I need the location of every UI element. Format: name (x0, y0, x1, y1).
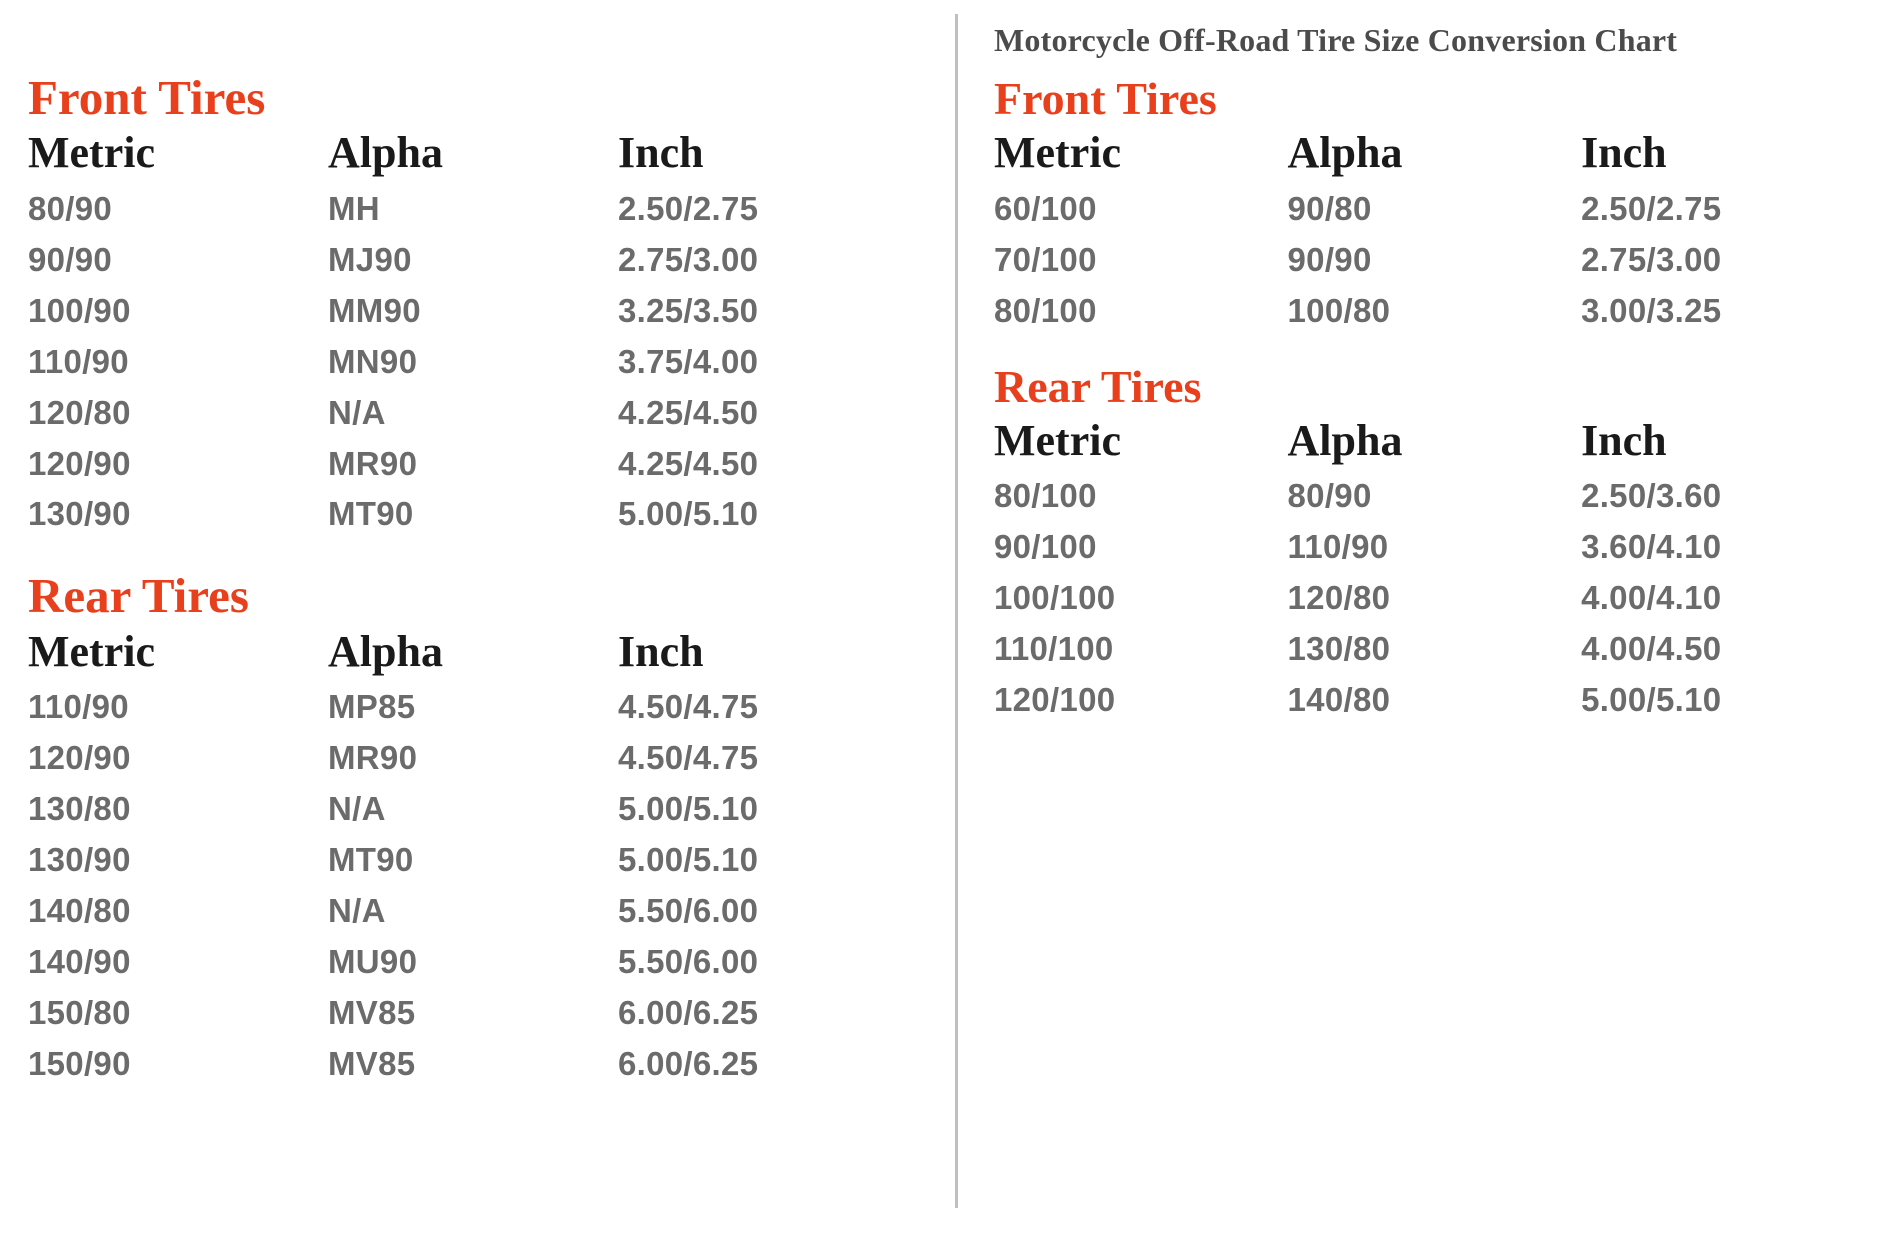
left-rear-tires-table (28, 626, 858, 1090)
cell-alpha: MV85 (328, 1044, 416, 1082)
table-header-row (28, 626, 858, 682)
table-header-row (994, 415, 1824, 471)
cell-inch: 6.00/6.25 (618, 993, 759, 1031)
cell-alpha: MV85 (328, 993, 416, 1031)
cell-metric: 100/90 (28, 291, 131, 329)
cell-alpha: MR90 (328, 739, 418, 777)
table-header-row (28, 127, 858, 183)
right-rear-tires-table (994, 415, 1824, 726)
column-header-inch: Inch (618, 128, 704, 178)
table-row (28, 682, 858, 733)
table-row (28, 184, 858, 235)
cell-metric: 80/90 (28, 189, 113, 227)
cell-metric: 140/90 (28, 942, 131, 980)
cell-inch: 5.00/5.10 (618, 495, 759, 533)
left-rear-tires-heading: Rear Tires (28, 568, 249, 624)
table-row (994, 624, 1824, 675)
cell-inch: 3.60/4.10 (1581, 528, 1722, 566)
column-header-metric: Metric (994, 128, 1121, 178)
cell-alpha: MR90 (328, 444, 418, 482)
column-header-metric: Metric (28, 128, 155, 178)
cell-inch: 4.00/4.10 (1581, 579, 1722, 617)
left-front-tires-table (28, 127, 858, 540)
table-row (28, 235, 858, 286)
cell-inch: 4.00/4.50 (1581, 630, 1722, 667)
column-header-metric: Metric (994, 415, 1121, 465)
cell-metric: 90/90 (28, 240, 113, 278)
cell-inch: 5.00/5.10 (1581, 680, 1722, 718)
cell-inch: 5.00/5.10 (618, 841, 759, 879)
right-front-tires-body (994, 184, 1824, 337)
table-row (994, 235, 1824, 286)
cell-alpha: 90/80 (1287, 189, 1372, 227)
cell-inch: 3.75/4.00 (618, 342, 759, 380)
cell-inch: 4.50/4.75 (618, 739, 759, 777)
table-header-row (994, 127, 1824, 183)
cell-metric: 140/80 (28, 891, 131, 929)
column-header-inch: Inch (618, 626, 704, 676)
cell-alpha: MM90 (328, 291, 421, 329)
cell-alpha: 80/90 (1287, 477, 1372, 515)
column-header-inch: Inch (1581, 415, 1667, 465)
cell-metric: 80/100 (994, 477, 1097, 515)
cell-alpha: 140/80 (1287, 680, 1391, 718)
left-front-tires-body (28, 184, 858, 541)
column-header-alpha: Alpha (1287, 128, 1403, 178)
cell-alpha: MT90 (328, 495, 414, 533)
table-row (994, 471, 1824, 522)
column-header-alpha: Alpha (328, 128, 443, 178)
cell-metric: 60/100 (994, 189, 1097, 227)
right-front-tires-table (994, 127, 1824, 336)
cell-metric: 100/100 (994, 579, 1116, 617)
table-row (28, 937, 858, 988)
table-row (28, 1039, 858, 1090)
cell-alpha: N/A (328, 393, 386, 431)
cell-alpha: 130/80 (1287, 630, 1391, 667)
cell-metric: 120/90 (28, 739, 131, 777)
cell-alpha: N/A (328, 790, 386, 828)
table-row (994, 522, 1824, 573)
column-header-inch: Inch (1581, 128, 1667, 178)
cell-alpha: MN90 (328, 342, 418, 380)
cell-inch: 5.50/6.00 (618, 942, 759, 980)
right-column (958, 0, 1898, 1236)
cell-inch: 4.50/4.75 (618, 688, 759, 726)
table-row (28, 439, 858, 490)
cell-alpha: 120/80 (1287, 579, 1391, 617)
table-row (28, 337, 858, 388)
cell-metric: 130/90 (28, 841, 131, 879)
cell-metric: 120/100 (994, 680, 1116, 718)
cell-alpha: 110/90 (1287, 528, 1389, 566)
cell-metric: 110/90 (28, 688, 129, 726)
left-front-tires-heading: Front Tires (28, 70, 266, 125)
column-header-alpha: Alpha (328, 626, 443, 676)
table-row (994, 286, 1824, 337)
table-row (28, 286, 858, 337)
right-rear-tires-body (994, 471, 1824, 726)
cell-inch: 3.25/3.50 (618, 291, 759, 329)
column-header-metric: Metric (28, 626, 155, 676)
cell-alpha: 100/80 (1287, 291, 1391, 329)
cell-alpha: MP85 (328, 688, 416, 726)
cell-alpha: N/A (328, 891, 386, 929)
cell-inch: 5.50/6.00 (618, 891, 759, 929)
cell-inch: 2.50/2.75 (618, 189, 759, 227)
cell-inch: 4.25/4.50 (618, 444, 759, 482)
table-row (994, 184, 1824, 235)
table-row (994, 573, 1824, 624)
table-row (28, 784, 858, 835)
cell-inch: 2.75/3.00 (618, 240, 759, 278)
cell-metric: 150/80 (28, 993, 131, 1031)
cell-alpha: MT90 (328, 841, 414, 879)
table-row (28, 489, 858, 540)
cell-inch: 4.25/4.50 (618, 393, 759, 431)
cell-metric: 90/100 (994, 528, 1097, 566)
cell-alpha: 90/90 (1287, 240, 1372, 278)
cell-inch: 2.75/3.00 (1581, 240, 1722, 278)
table-row (28, 886, 858, 937)
table-row (994, 675, 1824, 726)
page-title: Motorcycle Off-Road Tire Size Conversion Chart (994, 22, 1678, 58)
cell-alpha: MU90 (328, 942, 418, 980)
table-row (28, 835, 858, 886)
table-row (28, 733, 858, 784)
right-rear-tires-heading: Rear Tires (994, 360, 1202, 412)
cell-alpha: MH (328, 189, 380, 227)
cell-inch: 2.50/2.75 (1581, 189, 1722, 227)
cell-inch: 3.00/3.25 (1581, 291, 1722, 329)
cell-inch: 5.00/5.10 (618, 790, 759, 828)
cell-metric: 110/100 (994, 630, 1114, 667)
cell-metric: 130/80 (28, 790, 131, 828)
cell-metric: 110/90 (28, 342, 129, 380)
cell-metric: 150/90 (28, 1044, 131, 1082)
cell-alpha: MJ90 (328, 240, 412, 278)
column-header-alpha: Alpha (1287, 415, 1403, 465)
cell-metric: 120/80 (28, 393, 131, 431)
table-row (28, 988, 858, 1039)
cell-metric: 130/90 (28, 495, 131, 533)
cell-inch: 6.00/6.25 (618, 1044, 759, 1082)
right-front-tires-heading: Front Tires (994, 73, 1217, 124)
cell-inch: 2.50/3.60 (1581, 477, 1722, 515)
table-row (28, 388, 858, 439)
cell-metric: 120/90 (28, 444, 131, 482)
cell-metric: 80/100 (994, 291, 1097, 329)
left-rear-tires-body (28, 682, 858, 1090)
cell-metric: 70/100 (994, 240, 1097, 278)
